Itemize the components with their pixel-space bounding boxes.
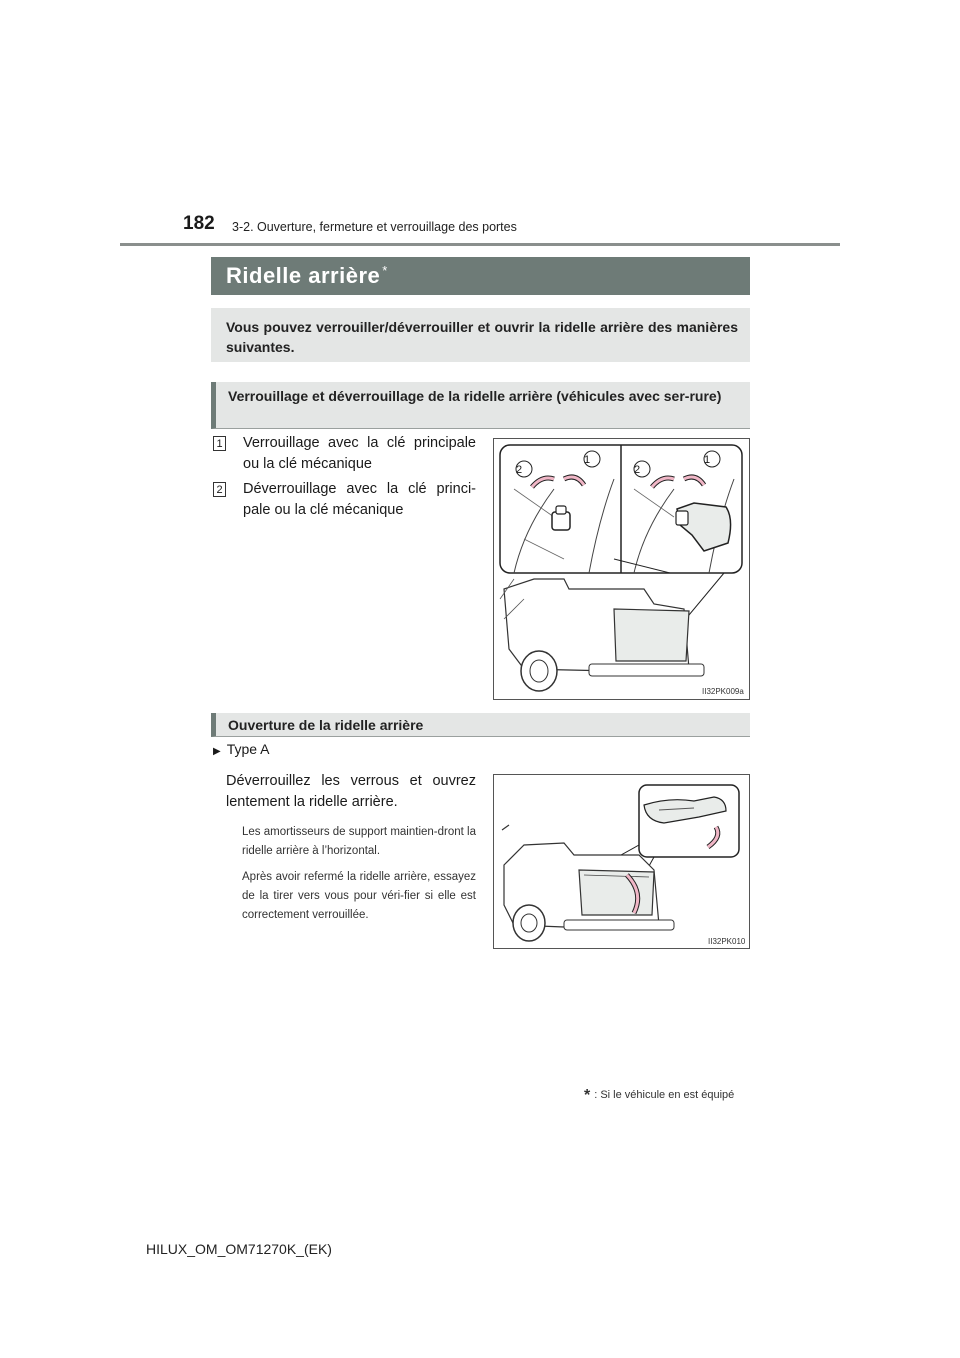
type-label-text: Type A [226, 741, 270, 757]
item-text-lock: Verrouillage avec la clé principale ou la clé mécanique [243, 435, 476, 472]
callout-1: 1 [583, 454, 591, 466]
item-number-badge: 1 [213, 436, 226, 451]
section2-paragraph: Déverrouillez les verrous et ouvrez lentement la ridelle arrière. [226, 773, 476, 810]
figure-tailgate-open [493, 774, 750, 949]
title-star: * [382, 263, 388, 278]
document-code: HILUX_OM_OM71270K_(EK) [146, 1241, 332, 1257]
callout-1: 1 [703, 454, 711, 466]
callout-2: 2 [633, 464, 641, 476]
section2-heading: Ouverture de la ridelle arrière [228, 717, 424, 733]
section1-heading-box [211, 382, 750, 429]
footnote [584, 1087, 734, 1105]
tailgate-lock-illustration [494, 439, 749, 699]
section2-heading-box [211, 713, 750, 737]
section1-heading: Verrouillage et déverrouillage de la ridelle arrière (véhicules avec ser-rure) [228, 388, 722, 404]
intro-box [211, 308, 750, 362]
intro-text: Vous pouvez verrouiller/déverrouiller et ouvrir la ridelle arrière des manières suivantes. [226, 319, 738, 355]
item-number-badge: 2 [213, 482, 226, 497]
footnote-text: : Si le véhicule en est équipé [594, 1089, 735, 1101]
type-label [213, 741, 270, 757]
figure-code: II32PK009a [702, 687, 744, 696]
section-heading: 3-2. Ouverture, fermeture et verrouillage des portes [232, 220, 517, 234]
page-title-bar [211, 257, 750, 295]
tailgate-open-illustration [494, 775, 749, 948]
triangle-bullet-icon: ▶ [213, 746, 221, 757]
asterisk-icon: * [584, 1087, 591, 1104]
item-text-unlock: Déverrouillage avec la clé princi-pale ou la clé mécanique [243, 481, 476, 518]
header-rule [120, 243, 840, 246]
note-check-locked: Après avoir refermé la ridelle arrière, essayez de la tirer vers vous pour véri-fier si elle est correctement verrouillée. [242, 871, 476, 921]
figure-tailgate-lock [493, 438, 750, 700]
page-number: 182 [183, 213, 215, 234]
page-title [226, 263, 388, 289]
callout-2: 2 [515, 464, 523, 476]
figure-code: II32PK010 [708, 937, 746, 946]
page-title-text: Ridelle arrière [226, 263, 381, 288]
note-support-dampers: Les amortisseurs de support maintien-dront la ridelle arrière à l’horizontal. [242, 826, 476, 857]
